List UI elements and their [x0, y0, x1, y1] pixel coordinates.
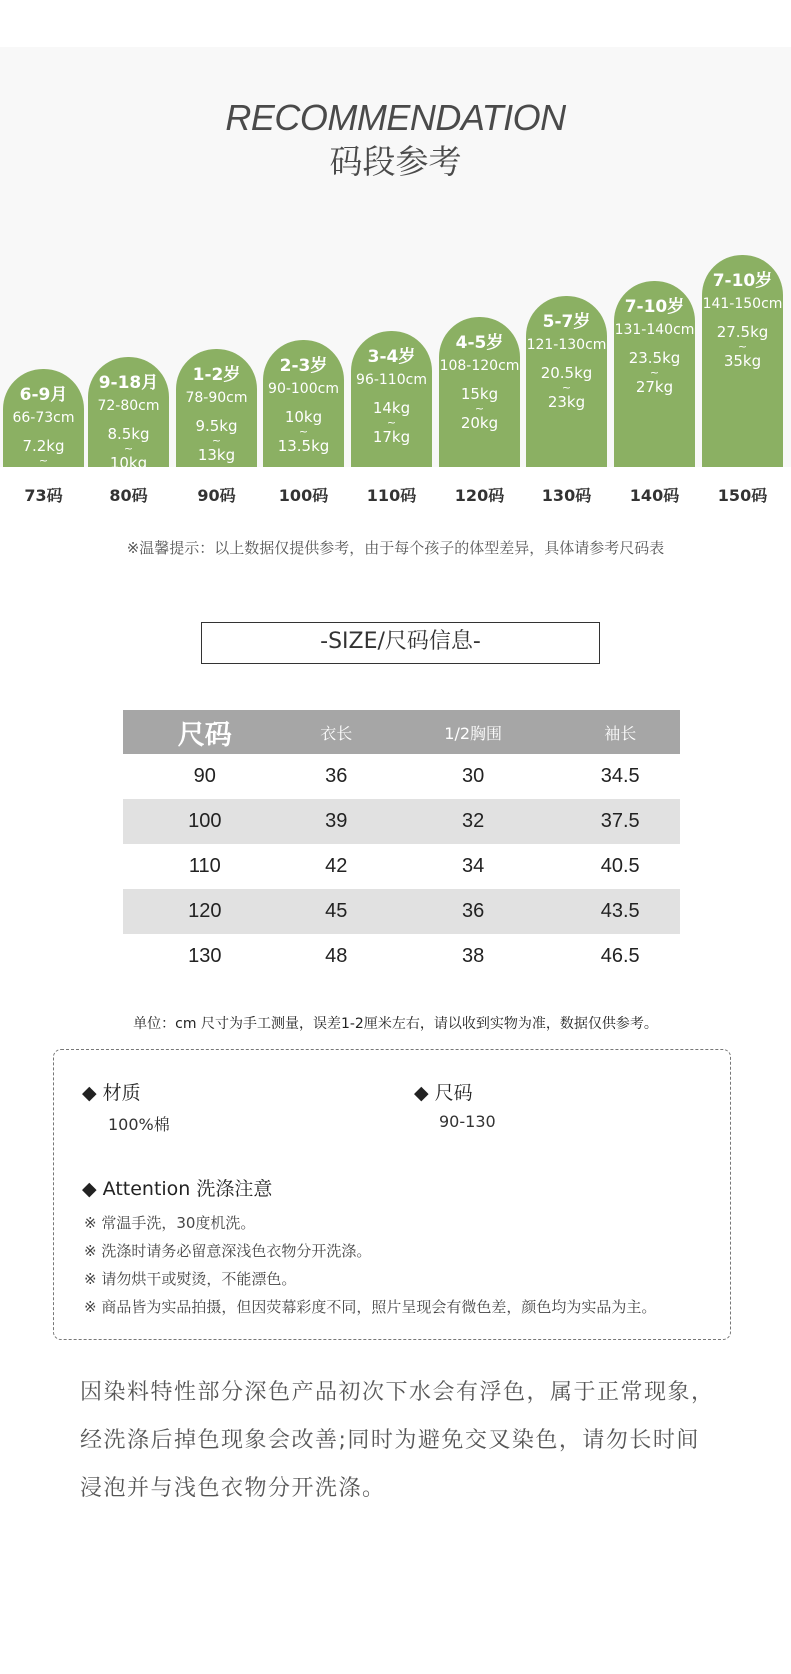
bar-height: 72-80cm: [97, 398, 160, 414]
size-label: ◆ 尺码: [414, 1082, 473, 1104]
bar-weight-min: 20.5kg: [540, 364, 593, 382]
cell-sleeve: 46.5: [600, 945, 640, 967]
header-chest: 1/2胸围: [386, 710, 561, 754]
bar-weight-min: 7.2kg: [22, 437, 65, 455]
bar-age: 6-9月: [19, 385, 68, 405]
bar-weight-min: 8.5kg: [107, 425, 150, 443]
cell-sleeve: 40.5: [600, 855, 640, 877]
size-info-title: -SIZE/尺码信息-: [201, 622, 600, 664]
bar-weight-min: 27.5kg: [716, 323, 769, 341]
table-row: [123, 889, 680, 934]
bar-tilde: ~: [298, 425, 309, 438]
care-item: ※ 请勿烘干或熨烫，不能漂色。: [84, 1270, 297, 1288]
cell-size: 130: [188, 945, 222, 967]
header-size: 尺码: [123, 710, 287, 754]
size-code-label: 120码: [454, 486, 505, 505]
bar-tilde: ~: [649, 366, 660, 379]
size-code-label: 73码: [24, 486, 63, 505]
cell-length: 42: [325, 855, 348, 877]
bar-age: 5-7岁: [542, 312, 591, 332]
bar-weight-min: 23.5kg: [628, 349, 681, 367]
bar-height: 141-150cm: [702, 296, 783, 312]
bar-weight-min: 9.5kg: [195, 417, 238, 435]
header-sleeve: 袖长: [560, 710, 680, 754]
cell-size: 110: [188, 855, 221, 877]
bar-age: 7-10岁: [712, 271, 773, 291]
bar-weight-max: 20kg: [460, 414, 499, 432]
bar-weight-max: 13kg: [197, 446, 236, 464]
bar-tilde: ~: [561, 381, 572, 394]
tip-text: ※温馨提示：以上数据仅提供参考，由于每个孩子的体型差异，具体请参考尺码表: [126, 539, 665, 557]
bar-height: 96-110cm: [356, 372, 427, 388]
bar-height: 108-120cm: [439, 358, 520, 374]
size-code-label: 90码: [197, 486, 236, 505]
bar-height: 66-73cm: [12, 410, 75, 426]
size-code-label: 100码: [278, 486, 329, 505]
bar-height: 90-100cm: [268, 381, 339, 397]
size-bar: [3, 369, 84, 484]
material-value: 100%棉: [108, 1115, 170, 1134]
size-bar: [702, 255, 783, 467]
cell-chest: 38: [462, 945, 485, 967]
care-item: ※ 常温手洗，30度机洗。: [84, 1214, 256, 1232]
care-item: ※ 商品皆为实品拍摄，但因荧幕彩度不同，照片呈现会有微色差，颜色均为实品为主。: [84, 1298, 657, 1316]
bar-weight-min: 14kg: [372, 399, 411, 417]
recommendation-subtitle: 码段参考: [329, 142, 462, 181]
cell-length: 39: [287, 799, 386, 844]
cell-sleeve: 37.5: [560, 799, 680, 844]
size-value: 90-130: [439, 1112, 496, 1131]
bar-tilde: ~: [386, 416, 397, 429]
bar-tilde: ~: [737, 340, 748, 353]
care-item: ※ 洗涤时请务必留意深浅色衣物分开洗涤。: [84, 1242, 372, 1260]
care-box: [53, 1049, 731, 1340]
size-table: [123, 710, 680, 979]
cell-sleeve: 43.5: [560, 889, 680, 934]
bar-weight-max: 35kg: [723, 352, 762, 370]
bar-weight-min: 10kg: [284, 408, 323, 426]
size-bar: [614, 281, 695, 467]
bar-weight-max: 13.5kg: [277, 437, 330, 455]
bar-weight-max: 17kg: [372, 428, 411, 446]
cell-size: 100: [123, 799, 287, 844]
bar-weight-max: 10kg: [109, 454, 148, 472]
cell-length: 45: [287, 889, 386, 934]
bar-age: 1-2岁: [192, 365, 241, 385]
bar-age: 2-3岁: [279, 356, 328, 376]
cell-chest: 30: [462, 765, 485, 787]
size-code-label: 130码: [541, 486, 592, 505]
bar-weight-max: 9kg: [29, 466, 58, 484]
note-line: 经洗涤后掉色现象会改善;同时为避免交叉染色，请勿长时间: [80, 1428, 700, 1453]
bar-age: 4-5岁: [455, 333, 504, 353]
cell-size: 120: [123, 889, 287, 934]
bar-age: 3-4岁: [367, 347, 416, 367]
size-bar: [176, 349, 257, 467]
size-table-header: [123, 710, 680, 754]
bar-height: 121-130cm: [526, 337, 607, 353]
bar-age: 9-18月: [98, 373, 159, 393]
cell-length: 48: [325, 945, 348, 967]
bar-tilde: ~: [123, 442, 134, 455]
header-length: 衣长: [287, 710, 386, 754]
size-bar: [439, 317, 520, 467]
table-row: [123, 844, 680, 889]
bar-weight-max: 27kg: [635, 378, 674, 396]
material-label: ◆ 材质: [82, 1082, 141, 1104]
bar-age: 7-10岁: [624, 297, 685, 317]
attention-label: ◆ Attention 洗涤注意: [82, 1178, 273, 1200]
size-code-label: 110码: [366, 486, 417, 505]
size-bar: [351, 331, 432, 467]
size-bar: [526, 296, 607, 467]
recommendation-title: RECOMMENDATION: [225, 97, 566, 138]
bar-tilde: ~: [211, 434, 222, 447]
size-bar: [88, 357, 169, 472]
size-code-label: 80码: [109, 486, 148, 505]
size-code-label: 150码: [717, 486, 768, 505]
size-bars: [0, 0, 791, 520]
bar-weight-max: 23kg: [547, 393, 586, 411]
bar-weight-min: 15kg: [460, 385, 499, 403]
table-row: [123, 799, 680, 844]
cell-size: 90: [193, 765, 216, 787]
cell-chest: 36: [386, 889, 561, 934]
bar-height: 78-90cm: [185, 390, 248, 406]
cell-chest: 32: [386, 799, 561, 844]
cell-length: 36: [325, 765, 348, 787]
bar-tilde: ~: [38, 454, 49, 467]
table-row: [123, 754, 680, 799]
size-bar: [263, 340, 344, 467]
bar-height: 131-140cm: [614, 322, 695, 338]
unit-note: 单位：cm 尺寸为手工测量，误差1-2厘米左右，请以收到实物为准，数据仅供参考。: [133, 1016, 658, 1032]
cell-chest: 34: [462, 855, 485, 877]
bar-tilde: ~: [474, 402, 485, 415]
note-line: 因染料特性部分深色产品初次下水会有浮色，属于正常现象，: [80, 1380, 715, 1405]
note-line: 浸泡并与浅色衣物分开洗涤。: [80, 1476, 386, 1501]
cell-sleeve: 34.5: [600, 765, 640, 787]
size-code-label: 140码: [629, 486, 680, 505]
table-row: [123, 934, 680, 979]
